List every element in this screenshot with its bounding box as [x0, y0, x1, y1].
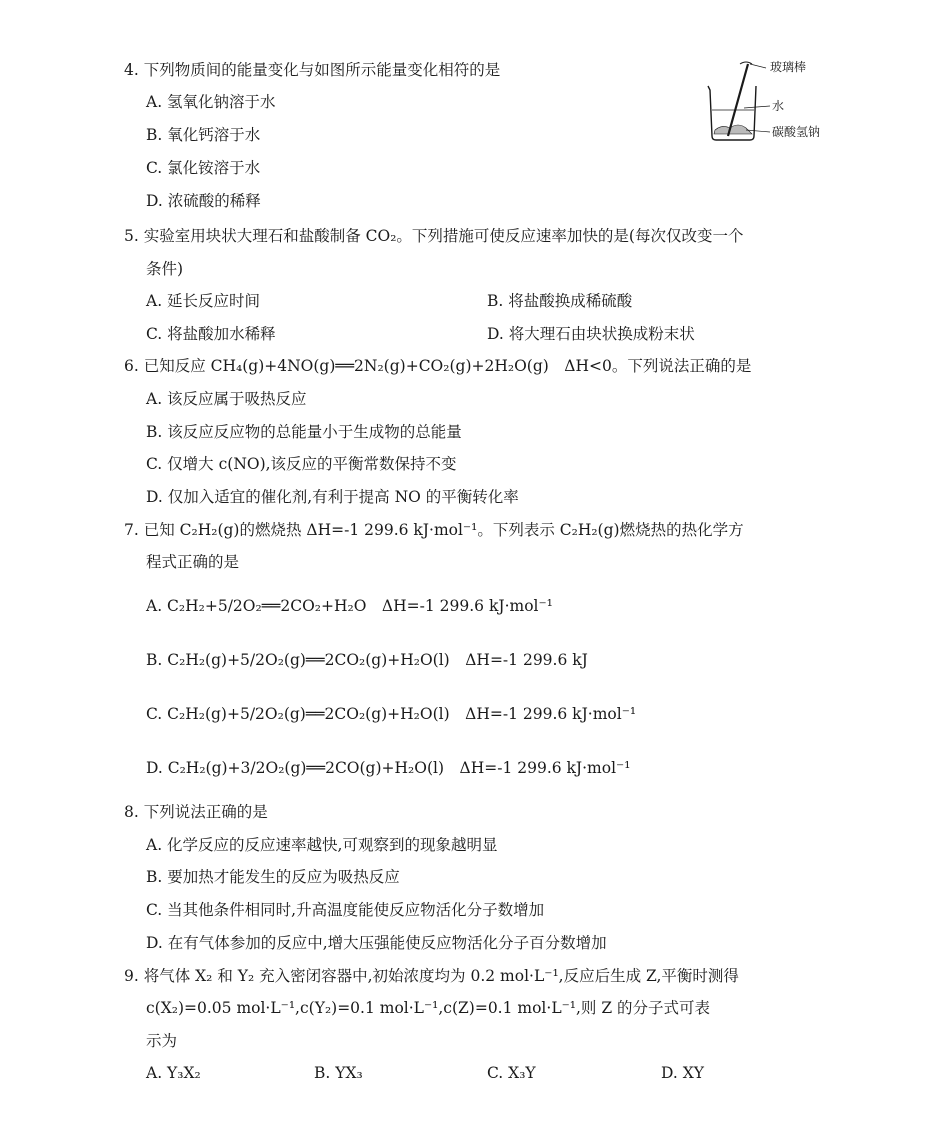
q8-option-c[interactable]: C. 当其他条件相同时,升高温度能使反应物活化分子数增加 [146, 901, 545, 919]
q9-option-c[interactable]: C. X₃Y [487, 1064, 536, 1082]
q6-option-c[interactable]: C. 仅增大 c(NO),该反应的平衡常数保持不变 [146, 455, 457, 473]
q5-option-d[interactable]: D. 将大理石由块状换成粉末状 [487, 325, 695, 343]
q6-option-d[interactable]: D. 仅加入适宜的催化剂,有利于提高 NO 的平衡转化率 [146, 488, 519, 506]
q4-option-a[interactable]: A. 氢氧化钠溶于水 [146, 93, 276, 111]
q8-stem: 8. 下列说法正确的是 [124, 803, 268, 821]
beaker-figure [700, 58, 880, 148]
water-label: 水 [772, 99, 785, 113]
q7-option-b[interactable]: B. C₂H₂(g)+5/2O₂(g)══2CO₂(g)+H₂O(l) ΔH=-1 299.6 kJ [146, 651, 588, 669]
sodium-bicarbonate-label: 碳酸氢钠 [772, 125, 821, 139]
q9-stem-line2: c(X₂)=0.05 mol·L⁻¹,c(Y₂)=0.1 mol·L⁻¹,c(Z)=0.1 mol·L⁻¹,则 Z 的分子式可表 [146, 999, 711, 1017]
q7-option-d[interactable]: D. C₂H₂(g)+3/2O₂(g)══2CO(g)+H₂O(l) ΔH=-1 299.6 kJ·mol⁻¹ [146, 759, 631, 777]
q5-option-a[interactable]: A. 延长反应时间 [146, 292, 261, 310]
q6-option-a[interactable]: A. 该反应属于吸热反应 [146, 390, 307, 408]
q8-option-a[interactable]: A. 化学反应的反应速率越快,可观察到的现象越明显 [146, 836, 498, 854]
q4-option-d[interactable]: D. 浓硫酸的稀释 [146, 192, 261, 210]
q6-stem: 6. 已知反应 CH₄(g)+4NO(g)══2N₂(g)+CO₂(g)+2H₂O(g) ΔH<0。下列说法正确的是 [124, 357, 752, 375]
glass-rod-label: 玻璃棒 [770, 60, 807, 74]
q5-option-b[interactable]: B. 将盐酸换成稀硫酸 [487, 292, 633, 310]
q8-option-b[interactable]: B. 要加热才能发生的反应为吸热反应 [146, 868, 400, 886]
q5-stem-line2: 条件) [146, 260, 184, 278]
q7-stem-line1: 7. 已知 C₂H₂(g)的燃烧热 ΔH=-1 299.6 kJ·mol⁻¹。下列表示 C₂H₂(g)燃烧热的热化学方 [124, 521, 744, 539]
q4-stem: 4. 下列物质间的能量变化与如图所示能量变化相符的是 [124, 61, 501, 79]
q9-stem-line3: 示为 [146, 1032, 178, 1050]
q7-stem-line2: 程式正确的是 [146, 553, 240, 571]
q8-option-d[interactable]: D. 在有气体参加的反应中,增大压强能使反应物活化分子百分数增加 [146, 934, 607, 952]
q9-option-b[interactable]: B. YX₃ [314, 1064, 363, 1082]
q4-option-b[interactable]: B. 氧化钙溶于水 [146, 126, 261, 144]
q9-option-a[interactable]: A. Y₃X₂ [146, 1064, 201, 1082]
q7-option-c[interactable]: C. C₂H₂(g)+5/2O₂(g)══2CO₂(g)+H₂O(l) ΔH=-1 299.6 kJ·mol⁻¹ [146, 705, 637, 723]
q7-option-a[interactable]: A. C₂H₂+5/2O₂══2CO₂+H₂O ΔH=-1 299.6 kJ·mol⁻¹ [146, 597, 553, 615]
q5-stem-line1: 5. 实验室用块状大理石和盐酸制备 CO₂。下列措施可使反应速率加快的是(每次仅改变一个 [124, 227, 744, 245]
q5-option-c[interactable]: C. 将盐酸加水稀释 [146, 325, 276, 343]
q9-stem-line1: 9. 将气体 X₂ 和 Y₂ 充入密闭容器中,初始浓度均为 0.2 mol·L⁻¹,反应后生成 Z,平衡时测得 [124, 967, 739, 985]
q9-option-d[interactable]: D. XY [661, 1064, 704, 1082]
q4-option-c[interactable]: C. 氯化铵溶于水 [146, 159, 261, 177]
q6-option-b[interactable]: B. 该反应反应物的总能量小于生成物的总能量 [146, 423, 462, 441]
